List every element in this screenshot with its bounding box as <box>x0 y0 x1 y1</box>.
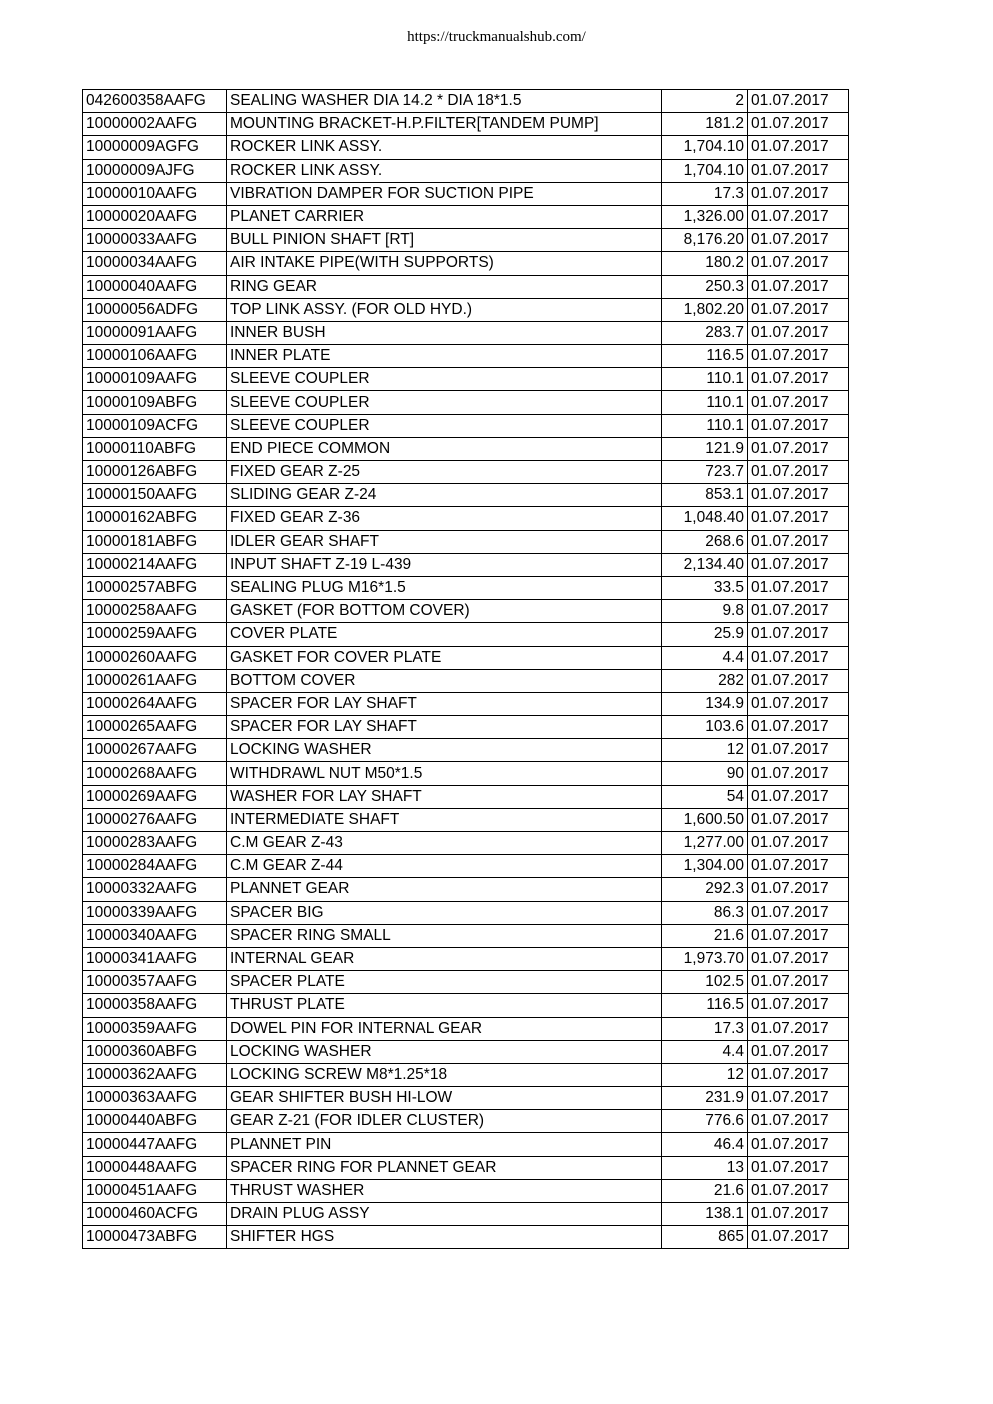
effective-date-cell: 01.07.2017 <box>748 136 849 159</box>
effective-date-cell: 01.07.2017 <box>748 437 849 460</box>
effective-date-cell: 01.07.2017 <box>748 924 849 947</box>
table-row <box>83 739 849 762</box>
part-description-cell: PLANNET PIN <box>227 1133 662 1156</box>
table-row <box>83 205 849 228</box>
part-description-cell: PLANNET GEAR <box>227 878 662 901</box>
part-price-cell: 1,704.10 <box>662 136 748 159</box>
part-description-cell: SLEEVE COUPLER <box>227 414 662 437</box>
part-code-cell: 10000358AAFG <box>83 994 227 1017</box>
part-description-cell: SPACER BIG <box>227 901 662 924</box>
table-row <box>83 1087 849 1110</box>
table-row <box>83 321 849 344</box>
part-price-cell: 134.9 <box>662 692 748 715</box>
part-description-cell: RING GEAR <box>227 275 662 298</box>
part-code-cell: 10000181ABFG <box>83 530 227 553</box>
table-row <box>83 182 849 205</box>
effective-date-cell: 01.07.2017 <box>748 785 849 808</box>
part-code-cell: 10000109ACFG <box>83 414 227 437</box>
part-price-cell: 282 <box>662 669 748 692</box>
effective-date-cell: 01.07.2017 <box>748 623 849 646</box>
table-row <box>83 113 849 136</box>
effective-date-cell: 01.07.2017 <box>748 646 849 669</box>
part-description-cell: WITHDRAWL NUT M50*1.5 <box>227 762 662 785</box>
effective-date-cell: 01.07.2017 <box>748 391 849 414</box>
part-price-cell: 1,277.00 <box>662 832 748 855</box>
part-price-cell: 110.1 <box>662 414 748 437</box>
part-code-cell: 10000110ABFG <box>83 437 227 460</box>
part-description-cell: SEALING PLUG M16*1.5 <box>227 576 662 599</box>
part-code-cell: 10000340AAFG <box>83 924 227 947</box>
effective-date-cell: 01.07.2017 <box>748 855 849 878</box>
part-code-cell: 10000214AAFG <box>83 553 227 576</box>
table-row <box>83 1203 849 1226</box>
part-description-cell: WASHER FOR LAY SHAFT <box>227 785 662 808</box>
part-code-cell: 042600358AAFG <box>83 90 227 113</box>
effective-date-cell: 01.07.2017 <box>748 971 849 994</box>
effective-date-cell: 01.07.2017 <box>748 762 849 785</box>
part-price-cell: 13 <box>662 1156 748 1179</box>
table-row <box>83 530 849 553</box>
table-row <box>83 878 849 901</box>
effective-date-cell: 01.07.2017 <box>748 1156 849 1179</box>
part-price-cell: 268.6 <box>662 530 748 553</box>
part-code-cell: 10000284AAFG <box>83 855 227 878</box>
part-price-cell: 90 <box>662 762 748 785</box>
part-description-cell: SPACER FOR LAY SHAFT <box>227 716 662 739</box>
table-row <box>83 576 849 599</box>
part-description-cell: GEAR Z-21 (FOR IDLER CLUSTER) <box>227 1110 662 1133</box>
effective-date-cell: 01.07.2017 <box>748 530 849 553</box>
table-row <box>83 368 849 391</box>
part-description-cell: SLEEVE COUPLER <box>227 368 662 391</box>
table-row <box>83 646 849 669</box>
effective-date-cell: 01.07.2017 <box>748 1040 849 1063</box>
part-description-cell: LOCKING WASHER <box>227 739 662 762</box>
effective-date-cell: 01.07.2017 <box>748 716 849 739</box>
part-price-cell: 1,304.00 <box>662 855 748 878</box>
part-price-cell: 231.9 <box>662 1087 748 1110</box>
part-code-cell: 10000261AAFG <box>83 669 227 692</box>
part-price-cell: 1,600.50 <box>662 808 748 831</box>
part-description-cell: SEALING WASHER DIA 14.2 * DIA 18*1.5 <box>227 90 662 113</box>
part-code-cell: 10000109AAFG <box>83 368 227 391</box>
table-row <box>83 600 849 623</box>
part-price-cell: 121.9 <box>662 437 748 460</box>
part-code-cell: 10000460ACFG <box>83 1203 227 1226</box>
table-row <box>83 808 849 831</box>
header-url: https://truckmanualshub.com/ <box>407 29 586 45</box>
part-price-cell: 12 <box>662 1063 748 1086</box>
part-description-cell: GEAR SHIFTER BUSH HI-LOW <box>227 1087 662 1110</box>
part-code-cell: 10000150AAFG <box>83 484 227 507</box>
part-description-cell: INTERMEDIATE SHAFT <box>227 808 662 831</box>
effective-date-cell: 01.07.2017 <box>748 1110 849 1133</box>
part-price-cell: 8,176.20 <box>662 229 748 252</box>
part-price-cell: 110.1 <box>662 391 748 414</box>
effective-date-cell: 01.07.2017 <box>748 808 849 831</box>
part-description-cell: VIBRATION DAMPER FOR SUCTION PIPE <box>227 182 662 205</box>
effective-date-cell: 01.07.2017 <box>748 507 849 530</box>
part-description-cell: SPACER RING FOR PLANNET GEAR <box>227 1156 662 1179</box>
part-code-cell: 10000034AAFG <box>83 252 227 275</box>
table-row <box>83 692 849 715</box>
part-description-cell: MOUNTING BRACKET-H.P.FILTER[TANDEM PUMP] <box>227 113 662 136</box>
table-row <box>83 90 849 113</box>
part-code-cell: 10000040AAFG <box>83 275 227 298</box>
effective-date-cell: 01.07.2017 <box>748 252 849 275</box>
part-description-cell: LOCKING WASHER <box>227 1040 662 1063</box>
effective-date-cell: 01.07.2017 <box>748 205 849 228</box>
part-description-cell: INPUT SHAFT Z-19 L-439 <box>227 553 662 576</box>
part-price-cell: 1,973.70 <box>662 947 748 970</box>
part-code-cell: 10000268AAFG <box>83 762 227 785</box>
table-row <box>83 1040 849 1063</box>
part-price-cell: 181.2 <box>662 113 748 136</box>
table-row <box>83 437 849 460</box>
part-code-cell: 10000269AAFG <box>83 785 227 808</box>
part-description-cell: SPACER PLATE <box>227 971 662 994</box>
part-description-cell: SLIDING GEAR Z-24 <box>227 484 662 507</box>
table-row <box>83 461 849 484</box>
parts-price-table <box>82 89 849 1249</box>
part-price-cell: 283.7 <box>662 321 748 344</box>
part-code-cell: 10000360ABFG <box>83 1040 227 1063</box>
effective-date-cell: 01.07.2017 <box>748 229 849 252</box>
part-description-cell: FIXED GEAR Z-25 <box>227 461 662 484</box>
part-price-cell: 116.5 <box>662 994 748 1017</box>
part-description-cell: C.M GEAR Z-44 <box>227 855 662 878</box>
part-description-cell: DRAIN PLUG ASSY <box>227 1203 662 1226</box>
part-description-cell: INNER PLATE <box>227 345 662 368</box>
effective-date-cell: 01.07.2017 <box>748 461 849 484</box>
part-description-cell: INTERNAL GEAR <box>227 947 662 970</box>
part-code-cell: 10000267AAFG <box>83 739 227 762</box>
part-description-cell: DOWEL PIN FOR INTERNAL GEAR <box>227 1017 662 1040</box>
part-description-cell: GASKET FOR COVER PLATE <box>227 646 662 669</box>
part-price-cell: 46.4 <box>662 1133 748 1156</box>
table-row <box>83 623 849 646</box>
part-price-cell: 86.3 <box>662 901 748 924</box>
part-code-cell: 10000448AAFG <box>83 1156 227 1179</box>
table-row <box>83 901 849 924</box>
part-code-cell: 10000033AAFG <box>83 229 227 252</box>
effective-date-cell: 01.07.2017 <box>748 1203 849 1226</box>
part-description-cell: THRUST PLATE <box>227 994 662 1017</box>
effective-date-cell: 01.07.2017 <box>748 1133 849 1156</box>
effective-date-cell: 01.07.2017 <box>748 739 849 762</box>
effective-date-cell: 01.07.2017 <box>748 182 849 205</box>
table-row <box>83 669 849 692</box>
part-price-cell: 4.4 <box>662 1040 748 1063</box>
part-code-cell: 10000257ABFG <box>83 576 227 599</box>
parts-table-body <box>83 90 849 1249</box>
part-description-cell: END PIECE COMMON <box>227 437 662 460</box>
part-description-cell: PLANET CARRIER <box>227 205 662 228</box>
part-price-cell: 25.9 <box>662 623 748 646</box>
table-row <box>83 229 849 252</box>
effective-date-cell: 01.07.2017 <box>748 159 849 182</box>
part-price-cell: 2,134.40 <box>662 553 748 576</box>
table-row <box>83 971 849 994</box>
table-row <box>83 1133 849 1156</box>
part-code-cell: 10000440ABFG <box>83 1110 227 1133</box>
effective-date-cell: 01.07.2017 <box>748 113 849 136</box>
table-row <box>83 345 849 368</box>
table-row <box>83 832 849 855</box>
effective-date-cell: 01.07.2017 <box>748 1179 849 1202</box>
part-price-cell: 21.6 <box>662 924 748 947</box>
table-row <box>83 785 849 808</box>
effective-date-cell: 01.07.2017 <box>748 669 849 692</box>
table-row <box>83 275 849 298</box>
part-code-cell: 10000357AAFG <box>83 971 227 994</box>
part-description-cell: TOP LINK ASSY. (FOR OLD HYD.) <box>227 298 662 321</box>
effective-date-cell: 01.07.2017 <box>748 878 849 901</box>
part-price-cell: 4.4 <box>662 646 748 669</box>
effective-date-cell: 01.07.2017 <box>748 1087 849 1110</box>
part-price-cell: 1,802.20 <box>662 298 748 321</box>
effective-date-cell: 01.07.2017 <box>748 298 849 321</box>
effective-date-cell: 01.07.2017 <box>748 368 849 391</box>
part-code-cell: 10000009AJFG <box>83 159 227 182</box>
part-price-cell: 776.6 <box>662 1110 748 1133</box>
table-row <box>83 159 849 182</box>
table-row <box>83 1017 849 1040</box>
effective-date-cell: 01.07.2017 <box>748 90 849 113</box>
part-description-cell: ROCKER LINK ASSY. <box>227 136 662 159</box>
effective-date-cell: 01.07.2017 <box>748 994 849 1017</box>
table-row <box>83 762 849 785</box>
table-row <box>83 994 849 1017</box>
table-row <box>83 252 849 275</box>
part-price-cell: 103.6 <box>662 716 748 739</box>
table-row <box>83 553 849 576</box>
part-code-cell: 10000002AAFG <box>83 113 227 136</box>
part-code-cell: 10000259AAFG <box>83 623 227 646</box>
part-code-cell: 10000106AAFG <box>83 345 227 368</box>
part-price-cell: 250.3 <box>662 275 748 298</box>
part-code-cell: 10000010AAFG <box>83 182 227 205</box>
part-price-cell: 102.5 <box>662 971 748 994</box>
part-description-cell: SPACER FOR LAY SHAFT <box>227 692 662 715</box>
part-code-cell: 10000451AAFG <box>83 1179 227 1202</box>
part-price-cell: 110.1 <box>662 368 748 391</box>
part-description-cell: ROCKER LINK ASSY. <box>227 159 662 182</box>
part-code-cell: 10000162ABFG <box>83 507 227 530</box>
table-row <box>83 298 849 321</box>
effective-date-cell: 01.07.2017 <box>748 1017 849 1040</box>
effective-date-cell: 01.07.2017 <box>748 576 849 599</box>
part-price-cell: 33.5 <box>662 576 748 599</box>
table-row <box>83 716 849 739</box>
part-description-cell: IDLER GEAR SHAFT <box>227 530 662 553</box>
part-code-cell: 10000473ABFG <box>83 1226 227 1249</box>
effective-date-cell: 01.07.2017 <box>748 1226 849 1249</box>
part-code-cell: 10000091AAFG <box>83 321 227 344</box>
part-price-cell: 853.1 <box>662 484 748 507</box>
part-code-cell: 10000341AAFG <box>83 947 227 970</box>
table-row <box>83 855 849 878</box>
part-description-cell: AIR INTAKE PIPE(WITH SUPPORTS) <box>227 252 662 275</box>
part-description-cell: THRUST WASHER <box>227 1179 662 1202</box>
part-description-cell: COVER PLATE <box>227 623 662 646</box>
part-code-cell: 10000126ABFG <box>83 461 227 484</box>
part-price-cell: 1,048.40 <box>662 507 748 530</box>
part-price-cell: 54 <box>662 785 748 808</box>
part-price-cell: 1,704.10 <box>662 159 748 182</box>
part-description-cell: LOCKING SCREW M8*1.25*18 <box>227 1063 662 1086</box>
table-row <box>83 924 849 947</box>
part-description-cell: BULL PINION SHAFT [RT] <box>227 229 662 252</box>
effective-date-cell: 01.07.2017 <box>748 1063 849 1086</box>
effective-date-cell: 01.07.2017 <box>748 553 849 576</box>
part-price-cell: 9.8 <box>662 600 748 623</box>
part-price-cell: 17.3 <box>662 182 748 205</box>
effective-date-cell: 01.07.2017 <box>748 484 849 507</box>
part-price-cell: 116.5 <box>662 345 748 368</box>
part-price-cell: 1,326.00 <box>662 205 748 228</box>
table-row <box>83 1110 849 1133</box>
part-code-cell: 10000447AAFG <box>83 1133 227 1156</box>
part-price-cell: 180.2 <box>662 252 748 275</box>
part-description-cell: SHIFTER HGS <box>227 1226 662 1249</box>
effective-date-cell: 01.07.2017 <box>748 600 849 623</box>
part-code-cell: 10000109ABFG <box>83 391 227 414</box>
part-code-cell: 10000258AAFG <box>83 600 227 623</box>
effective-date-cell: 01.07.2017 <box>748 275 849 298</box>
effective-date-cell: 01.07.2017 <box>748 321 849 344</box>
part-code-cell: 10000056ADFG <box>83 298 227 321</box>
effective-date-cell: 01.07.2017 <box>748 345 849 368</box>
table-row <box>83 391 849 414</box>
part-description-cell: BOTTOM COVER <box>227 669 662 692</box>
table-row <box>83 507 849 530</box>
table-row <box>83 1226 849 1249</box>
table-row <box>83 484 849 507</box>
part-code-cell: 10000332AAFG <box>83 878 227 901</box>
table-row <box>83 1063 849 1086</box>
part-price-cell: 292.3 <box>662 878 748 901</box>
part-code-cell: 10000020AAFG <box>83 205 227 228</box>
part-price-cell: 2 <box>662 90 748 113</box>
part-price-cell: 17.3 <box>662 1017 748 1040</box>
table-row <box>83 414 849 437</box>
part-description-cell: GASKET (FOR BOTTOM COVER) <box>227 600 662 623</box>
part-price-cell: 865 <box>662 1226 748 1249</box>
effective-date-cell: 01.07.2017 <box>748 947 849 970</box>
part-price-cell: 12 <box>662 739 748 762</box>
effective-date-cell: 01.07.2017 <box>748 692 849 715</box>
part-code-cell: 10000276AAFG <box>83 808 227 831</box>
part-code-cell: 10000009AGFG <box>83 136 227 159</box>
part-code-cell: 10000362AAFG <box>83 1063 227 1086</box>
part-code-cell: 10000339AAFG <box>83 901 227 924</box>
part-price-cell: 21.6 <box>662 1179 748 1202</box>
part-code-cell: 10000264AAFG <box>83 692 227 715</box>
part-code-cell: 10000283AAFG <box>83 832 227 855</box>
effective-date-cell: 01.07.2017 <box>748 901 849 924</box>
table-row <box>83 1179 849 1202</box>
part-price-cell: 723.7 <box>662 461 748 484</box>
part-price-cell: 138.1 <box>662 1203 748 1226</box>
part-code-cell: 10000260AAFG <box>83 646 227 669</box>
part-code-cell: 10000265AAFG <box>83 716 227 739</box>
table-row <box>83 136 849 159</box>
table-row <box>83 947 849 970</box>
part-code-cell: 10000359AAFG <box>83 1017 227 1040</box>
part-description-cell: FIXED GEAR Z-36 <box>227 507 662 530</box>
part-description-cell: SLEEVE COUPLER <box>227 391 662 414</box>
effective-date-cell: 01.07.2017 <box>748 832 849 855</box>
part-code-cell: 10000363AAFG <box>83 1087 227 1110</box>
part-description-cell: INNER BUSH <box>227 321 662 344</box>
effective-date-cell: 01.07.2017 <box>748 414 849 437</box>
table-row <box>83 1156 849 1179</box>
part-description-cell: SPACER RING SMALL <box>227 924 662 947</box>
part-description-cell: C.M GEAR Z-43 <box>227 832 662 855</box>
